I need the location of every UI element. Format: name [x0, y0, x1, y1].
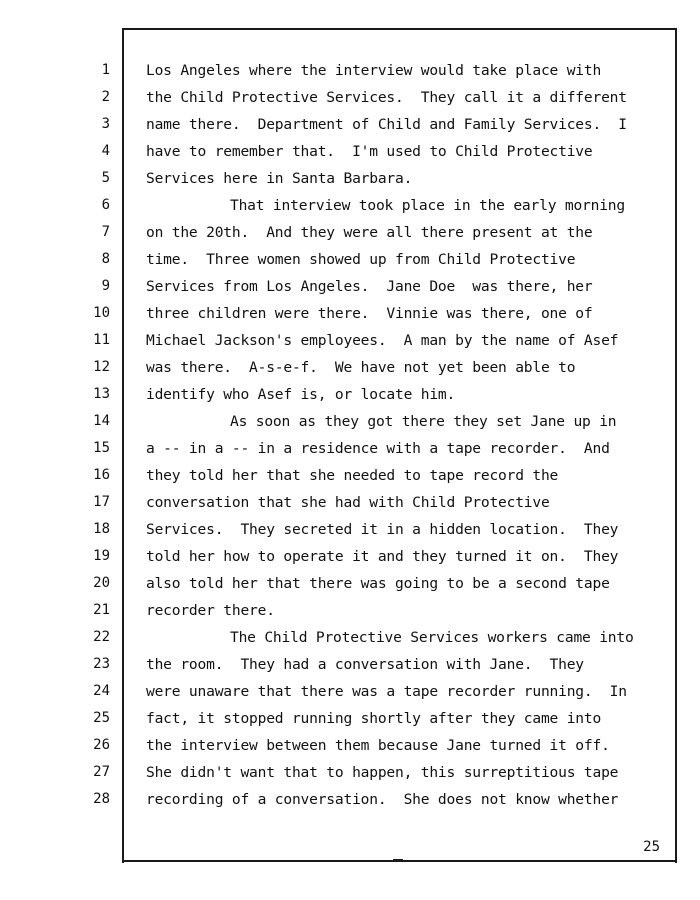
- line-number: 10: [93, 305, 110, 321]
- transcript-body: [146, 57, 666, 813]
- transcript-line: Services here in Santa Barbara.: [146, 170, 413, 187]
- line-number: 20: [93, 575, 110, 591]
- line-number: 5: [101, 170, 110, 186]
- page-border-left: [122, 28, 124, 863]
- transcript-line: told her how to operate it and they turned it on. They: [146, 548, 619, 565]
- transcript-line: name there. Department of Child and Family Services. I: [146, 116, 627, 133]
- line-number: 19: [93, 548, 110, 564]
- line-number: 9: [101, 278, 110, 294]
- page-border-bottom: [403, 860, 677, 862]
- line-number: 11: [93, 332, 110, 348]
- transcript-line: recorder there.: [146, 602, 275, 619]
- transcript-line: time. Three women showed up from Child Protective: [146, 251, 576, 268]
- transcript-line: was there. A-s-e-f. We have not yet been able to: [146, 359, 576, 376]
- line-number: 16: [93, 467, 110, 483]
- line-number: 23: [93, 656, 110, 672]
- page-border-top: [122, 28, 677, 30]
- transcript-line: conversation that she had with Child Protective: [146, 494, 550, 511]
- line-number: 17: [93, 494, 110, 510]
- transcript-line: Michael Jackson's employees. A man by the name of Asef: [146, 332, 619, 349]
- line-number: 21: [93, 602, 110, 618]
- transcript-line: As soon as they got there they set Jane up in: [230, 413, 617, 430]
- transcript-line: have to remember that. I'm used to Child Protective: [146, 143, 593, 160]
- transcript-line: three children were there. Vinnie was there, one of: [146, 305, 593, 322]
- page-border-notch: [393, 859, 403, 862]
- line-number: 13: [93, 386, 110, 402]
- line-number: 2: [101, 89, 110, 105]
- transcript-line: That interview took place in the early morning: [230, 197, 625, 214]
- transcript-line: Los Angeles where the interview would take place with: [146, 62, 602, 79]
- line-number: 7: [101, 224, 110, 240]
- page-border-bottom: [122, 860, 393, 862]
- line-number: 24: [93, 683, 110, 699]
- transcript-line: fact, it stopped running shortly after they came into: [146, 710, 602, 727]
- line-number: 14: [93, 413, 110, 429]
- transcript-line: the Child Protective Services. They call it a different: [146, 89, 627, 106]
- line-number: 1: [101, 62, 110, 78]
- transcript-line: Services from Los Angeles. Jane Doe was there, her: [146, 278, 593, 295]
- line-number: 12: [93, 359, 110, 375]
- transcript-line: recording of a conversation. She does not know whether: [146, 791, 619, 808]
- line-number: 27: [93, 764, 110, 780]
- line-number: 26: [93, 737, 110, 753]
- transcript-line: were unaware that there was a tape recorder running. In: [146, 683, 627, 700]
- line-number: 8: [101, 251, 110, 267]
- transcript-line: identify who Asef is, or locate him.: [146, 386, 456, 403]
- line-number: 3: [101, 116, 110, 132]
- transcript-line: they told her that she needed to tape record the: [146, 467, 559, 484]
- line-number: 6: [101, 197, 110, 213]
- transcript-line: The Child Protective Services workers came into: [230, 629, 634, 646]
- page-number: 25: [643, 839, 660, 855]
- transcript-line: also told her that there was going to be a second tape: [146, 575, 610, 592]
- page-border-right: [675, 28, 677, 863]
- line-number: 22: [93, 629, 110, 645]
- line-number: 18: [93, 521, 110, 537]
- line-number-column: [70, 57, 110, 813]
- transcript-line: on the 20th. And they were all there present at the: [146, 224, 593, 241]
- line-number: 28: [93, 791, 110, 807]
- transcript-line: the room. They had a conversation with Jane. They: [146, 656, 584, 673]
- transcript-line: She didn't want that to happen, this surreptitious tape: [146, 764, 619, 781]
- transcript-line: Services. They secreted it in a hidden location. They: [146, 521, 619, 538]
- line-number: 4: [101, 143, 110, 159]
- line-number: 25: [93, 710, 110, 726]
- line-number: 15: [93, 440, 110, 456]
- transcript-line: a -- in a -- in a residence with a tape recorder. And: [146, 440, 610, 457]
- transcript-line: the interview between them because Jane turned it off.: [146, 737, 610, 754]
